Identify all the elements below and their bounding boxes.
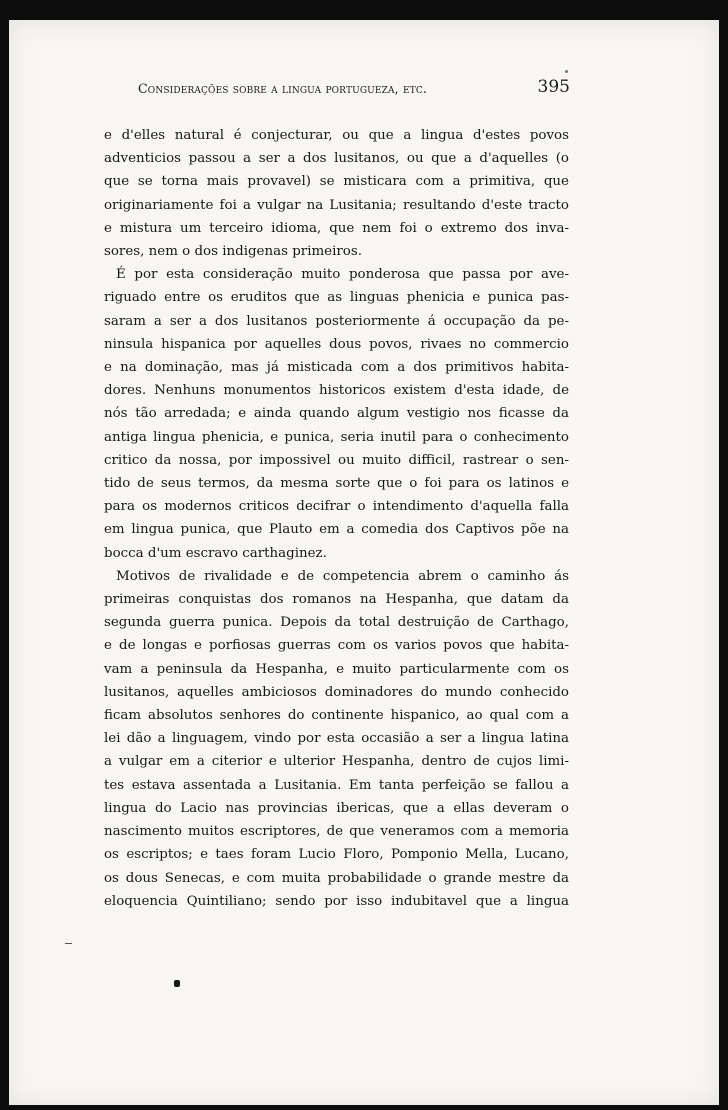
page-number: 395 (537, 77, 570, 97)
text-line: e na dominação, mas já misticada com a dos primitivos habita- (104, 360, 569, 376)
ink-blot (174, 980, 180, 987)
body-text (104, 124, 569, 913)
text-line: em lingua punica, que Plauto em a comedia dos Captivos põe na (104, 522, 569, 538)
text-line: critico da nossa, por impossivel ou muito difficil, rastrear o sen- (104, 452, 569, 468)
text-line: ninsula hispanica por aquelles dous povos, rivaes no commercio (104, 336, 569, 352)
text-line: eloquencia Quintiliano; sendo por isso indubitavel que a lingua (104, 893, 569, 909)
text-line: saram a ser a dos lusitanos posteriormente á occupação da pe- (104, 313, 569, 329)
text-line: que se torna mais provavel) se misticara com a primitiva, que (104, 174, 569, 190)
text-line: É por esta consideração muito ponderosa que passa por ave- (116, 267, 569, 283)
text-line: nascimento muitos escriptores, de que veneramos com a memoria (104, 824, 569, 840)
running-header (138, 77, 570, 101)
text-line: lei dão a linguagem, vindo por esta occasião a ser a lingua latina (104, 731, 569, 747)
text-line: lusitanos, aquelles ambiciosos dominadores do mundo conhecido (104, 684, 569, 700)
text-line: originariamente foi a vulgar na Lusitania; resultando d'este tracto (104, 197, 569, 213)
text-line: a vulgar em a citerior e ulterior Hespanha, dentro de cujos limi- (104, 754, 569, 770)
text-line: lingua do Lacio nas provincias ibericas, que a ellas deveram o (104, 800, 569, 816)
text-line: tido de seus termos, da mesma sorte que o foi para os latinos e (104, 476, 569, 492)
text-line: e de longas e porfiosas guerras com os varios povos que habita- (104, 638, 569, 654)
text-line: primeiras conquistas dos romanos na Hespanha, que datam da (104, 592, 569, 608)
text-line: adventicios passou a ser a dos lusitanos, ou que a d'aquelles (o (104, 151, 569, 167)
margin-mark (65, 943, 72, 944)
text-line: para os modernos criticos decifrar o intendimento d'aquella falla (104, 499, 569, 515)
text-line: vam a peninsula da Hespanha, e muito particularmente com os (104, 661, 569, 677)
text-line: ficam absolutos senhores do continente hispanico, ao qual com a (104, 708, 569, 724)
text-line: e mistura um terceiro idioma, que nem foi o extremo dos inva- (104, 220, 569, 236)
text-line: e d'elles natural é conjecturar, ou que a lingua d'estes povos (104, 128, 569, 143)
text-line: os dous Senecas, e com muita probabilidade o grande mestre da (104, 870, 569, 886)
text-line: tes estava assentada a Lusitania. Em tanta perfeição se fallou a (104, 777, 569, 793)
text-line: antiga lingua phenicia, e punica, seria inutil para o conhecimento (104, 429, 569, 445)
text-line: Motivos de rivalidade e de competencia abrem o caminho ás (116, 568, 569, 584)
text-line: riguado entre os eruditos que as linguas phenicia e punica pas- (104, 290, 569, 306)
running-title: Considerações sobre a lingua portugueza, etc. (138, 81, 428, 96)
text-line: dores. Nenhuns monumentos historicos existem d'esta idade, de (104, 383, 569, 399)
paper-speck (565, 70, 568, 73)
text-line: bocca d'um escravo carthaginez. (104, 545, 327, 561)
text-line: segunda guerra punica. Depois da total destruição de Carthago, (104, 615, 569, 631)
text-line: os escriptos; e taes foram Lucio Floro, Pomponio Mella, Lucano, (104, 847, 569, 863)
text-line: sores, nem o dos indigenas primeiros. (104, 244, 362, 260)
text-line: nós tão arredada; e ainda quando algum vestigio nos ficasse da (104, 406, 569, 422)
